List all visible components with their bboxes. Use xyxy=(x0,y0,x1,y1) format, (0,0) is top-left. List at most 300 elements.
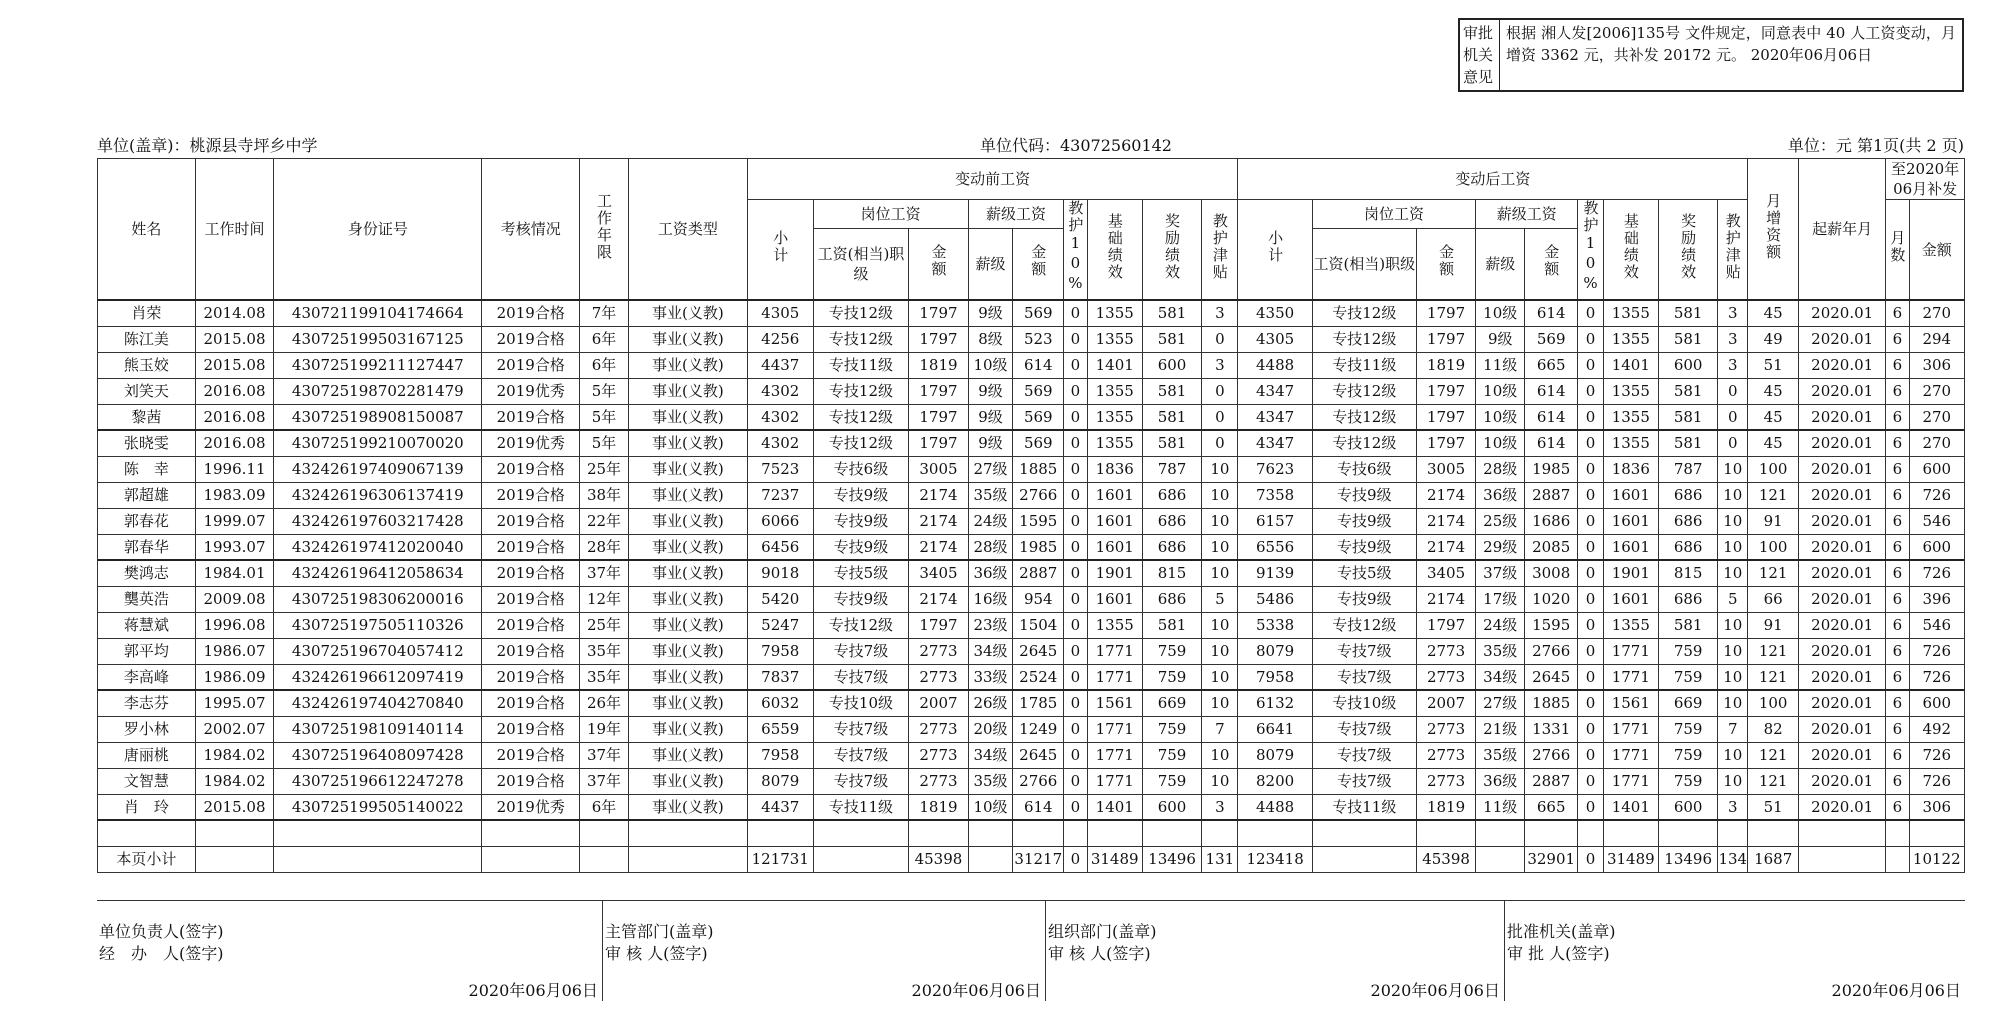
table-cell: 665 xyxy=(1525,794,1578,820)
hdr-after-edu-allow: 教护津贴 xyxy=(1718,200,1748,301)
table-cell: 6 xyxy=(1886,560,1909,586)
signature-date: 2020年06月06日 xyxy=(911,981,1041,1000)
table-cell: 6556 xyxy=(1238,534,1312,560)
table-cell: 1986.07 xyxy=(195,638,274,664)
table-cell: 4302 xyxy=(747,378,813,404)
table-cell: 0 xyxy=(1202,378,1238,404)
signature-line-1: 批准机关(盖章) xyxy=(1507,922,1616,941)
table-cell: 0 xyxy=(1578,586,1603,612)
table-cell: 7958 xyxy=(747,638,813,664)
table-cell: 专技12级 xyxy=(1312,326,1416,352)
table-cell: 6 xyxy=(1886,508,1909,534)
table-cell: 事业(义教) xyxy=(628,690,747,716)
table-cell: 专技9级 xyxy=(1312,534,1416,560)
table-row xyxy=(98,768,1965,794)
table-cell: 726 xyxy=(1909,664,1964,690)
table-cell: 本页小计 xyxy=(98,846,196,872)
table-cell: 0 xyxy=(1578,794,1603,820)
table-cell: 1797 xyxy=(909,326,968,352)
table-cell xyxy=(1578,820,1603,846)
table-cell: 2020.01 xyxy=(1799,378,1886,404)
hdr-id: 身份证号 xyxy=(274,159,482,301)
signature-block-approval xyxy=(1505,901,1965,1001)
table-cell: 546 xyxy=(1909,612,1964,638)
table-row xyxy=(98,560,1965,586)
table-cell: 2016.08 xyxy=(195,430,274,456)
table-cell: 2773 xyxy=(909,664,968,690)
table-cell: 5 xyxy=(1718,586,1748,612)
approval-text: 根据 湘人发[2006]135号 文件规定，同意表中 40 人工资变动，月增资 3362 元，共补发 20172 元。 2020年06月06日 xyxy=(1506,24,1956,64)
table-row xyxy=(98,612,1965,638)
table-cell: 815 xyxy=(1142,560,1201,586)
table-cell: 31217 xyxy=(1013,846,1064,872)
hdr-before-subtotal: 小计 xyxy=(747,200,813,301)
table-cell: 2766 xyxy=(1525,638,1578,664)
table-cell: 430725196612247278 xyxy=(274,768,482,794)
table-cell: 专技7级 xyxy=(1312,638,1416,664)
table-cell: 91 xyxy=(1748,612,1799,638)
table-cell: 李高峰 xyxy=(98,664,196,690)
table-cell: 4347 xyxy=(1238,430,1312,456)
table-cell: 2019合格 xyxy=(482,716,580,742)
table-cell: 0 xyxy=(1578,482,1603,508)
table-cell: 樊鸿志 xyxy=(98,560,196,586)
table-cell: 1797 xyxy=(909,612,968,638)
table-cell: 66 xyxy=(1748,586,1799,612)
table-cell: 2002.07 xyxy=(195,716,274,742)
table-row-subtotal xyxy=(98,846,1965,872)
table-cell: 专技6级 xyxy=(1312,456,1416,482)
table-cell: 2020.01 xyxy=(1799,612,1886,638)
table-cell: 787 xyxy=(1142,456,1201,482)
hdr-before-basic: 基础绩效 xyxy=(1087,200,1142,301)
table-cell: 430725199211127447 xyxy=(274,352,482,378)
table-cell: 665 xyxy=(1525,352,1578,378)
table-cell: 0 xyxy=(1578,404,1603,430)
table-cell: 2085 xyxy=(1525,534,1578,560)
table-cell xyxy=(1064,820,1087,846)
table-cell: 1771 xyxy=(1603,716,1658,742)
table-cell: 专技7级 xyxy=(1312,768,1416,794)
table-cell: 事业(义教) xyxy=(628,586,747,612)
table-cell: 事业(义教) xyxy=(628,716,747,742)
table-cell: 28年 xyxy=(580,534,629,560)
table-cell: 2019合格 xyxy=(482,300,580,326)
table-cell: 1355 xyxy=(1087,404,1142,430)
table-cell: 4488 xyxy=(1238,352,1312,378)
table-cell: 6132 xyxy=(1238,690,1312,716)
table-cell: 1996.11 xyxy=(195,456,274,482)
table-cell: 581 xyxy=(1142,612,1201,638)
table-cell xyxy=(1142,820,1201,846)
table-cell xyxy=(98,820,196,846)
table-cell: 0 xyxy=(1064,560,1087,586)
table-cell: 1355 xyxy=(1603,300,1658,326)
table-cell: 1601 xyxy=(1087,482,1142,508)
table-cell: 1601 xyxy=(1603,482,1658,508)
table-cell: 100 xyxy=(1748,456,1799,482)
table-cell: 6 xyxy=(1886,664,1909,690)
table-cell: 581 xyxy=(1142,378,1201,404)
table-cell: 陈江美 xyxy=(98,326,196,352)
table-cell: 1885 xyxy=(1013,456,1064,482)
table-cell: 1401 xyxy=(1603,794,1658,820)
table-cell: 2174 xyxy=(1416,508,1475,534)
table-cell: 10 xyxy=(1718,768,1748,794)
table-cell: 罗小林 xyxy=(98,716,196,742)
table-cell: 121 xyxy=(1748,560,1799,586)
table-row xyxy=(98,742,1965,768)
table-cell: 专技10级 xyxy=(813,690,909,716)
table-cell: 专技12级 xyxy=(813,612,909,638)
table-cell: 1901 xyxy=(1087,560,1142,586)
table-cell: 专技9级 xyxy=(1312,482,1416,508)
table-cell: 6 xyxy=(1886,742,1909,768)
table-cell: 0 xyxy=(1064,534,1087,560)
table-cell: 581 xyxy=(1658,378,1717,404)
table-cell: 10 xyxy=(1202,690,1238,716)
table-cell: 4347 xyxy=(1238,404,1312,430)
table-row xyxy=(98,690,1965,716)
signature-line-1: 组织部门(盖章) xyxy=(1048,922,1157,941)
table-cell: 2020.01 xyxy=(1799,534,1886,560)
table-cell: 0 xyxy=(1064,352,1087,378)
table-cell: 3 xyxy=(1718,794,1748,820)
table-cell: 2019合格 xyxy=(482,482,580,508)
table-cell: 2766 xyxy=(1013,768,1064,794)
table-cell: 294 xyxy=(1909,326,1964,352)
table-cell: 0 xyxy=(1064,716,1087,742)
table-row xyxy=(98,716,1965,742)
table-cell: 7523 xyxy=(747,456,813,482)
table-cell: 10级 xyxy=(1476,300,1525,326)
table-cell: 10级 xyxy=(1476,378,1525,404)
signature-line-2: 审 核 人(签字) xyxy=(605,944,708,963)
table-cell: 759 xyxy=(1142,742,1201,768)
table-cell: 2020.01 xyxy=(1799,352,1886,378)
table-cell: 954 xyxy=(1013,586,1064,612)
table-cell: 专技7级 xyxy=(813,716,909,742)
table-cell: 1996.08 xyxy=(195,612,274,638)
table-cell: 1797 xyxy=(909,378,968,404)
table-cell: 36级 xyxy=(968,560,1013,586)
table-cell: 2773 xyxy=(1416,638,1475,664)
table-cell: 2524 xyxy=(1013,664,1064,690)
table-cell: 759 xyxy=(1658,638,1717,664)
table-cell: 0 xyxy=(1578,768,1603,794)
hdr-after: 变动后工资 xyxy=(1238,159,1748,200)
table-cell: 2020.01 xyxy=(1799,690,1886,716)
table-cell xyxy=(628,846,747,872)
table-cell: 121731 xyxy=(747,846,813,872)
table-cell: 10 xyxy=(1718,456,1748,482)
table-cell: 10122 xyxy=(1909,846,1964,872)
table-cell: 35级 xyxy=(968,482,1013,508)
table-cell: 10 xyxy=(1202,482,1238,508)
table-cell xyxy=(1476,820,1525,846)
table-cell: 8200 xyxy=(1238,768,1312,794)
table-cell xyxy=(1416,820,1475,846)
table-cell: 2019合格 xyxy=(482,352,580,378)
table-cell: 32901 xyxy=(1525,846,1578,872)
hdr-before-level: 薪级 xyxy=(968,228,1013,300)
table-cell: 专技9级 xyxy=(813,482,909,508)
table-cell: 1797 xyxy=(1416,300,1475,326)
table-cell: 事业(义教) xyxy=(628,404,747,430)
table-cell: 3 xyxy=(1718,352,1748,378)
table-cell: 36级 xyxy=(1476,482,1525,508)
table-cell: 专技7级 xyxy=(813,768,909,794)
table-cell: 0 xyxy=(1578,742,1603,768)
table-cell: 26年 xyxy=(580,690,629,716)
table-cell: 1836 xyxy=(1603,456,1658,482)
table-cell: 1785 xyxy=(1013,690,1064,716)
table-cell: 35级 xyxy=(1476,638,1525,664)
table-cell: 2887 xyxy=(1525,482,1578,508)
table-cell: 2007 xyxy=(1416,690,1475,716)
table-cell: 1836 xyxy=(1087,456,1142,482)
table-cell: 1819 xyxy=(909,794,968,820)
table-cell: 11级 xyxy=(1476,352,1525,378)
table-cell: 28级 xyxy=(1476,456,1525,482)
table-cell: 686 xyxy=(1658,534,1717,560)
table-cell: 2020.01 xyxy=(1799,664,1886,690)
table-cell: 0 xyxy=(1202,404,1238,430)
table-cell: 7837 xyxy=(747,664,813,690)
table-cell: 1797 xyxy=(1416,430,1475,456)
table-cell xyxy=(1886,846,1909,872)
table-cell xyxy=(482,820,580,846)
table-cell: 10 xyxy=(1718,534,1748,560)
hdr-before-salary: 薪级工资 xyxy=(968,200,1064,229)
table-cell: 270 xyxy=(1909,378,1964,404)
table-cell: 546 xyxy=(1909,508,1964,534)
table-cell: 0 xyxy=(1064,482,1087,508)
table-cell xyxy=(1658,820,1717,846)
table-cell: 2020.01 xyxy=(1799,456,1886,482)
hdr-after-level: 薪级 xyxy=(1476,228,1525,300)
table-cell: 专技12级 xyxy=(813,300,909,326)
table-cell: 2020.01 xyxy=(1799,404,1886,430)
table-cell: 569 xyxy=(1013,404,1064,430)
table-cell: 2016.08 xyxy=(195,404,274,430)
table-cell: 37年 xyxy=(580,768,629,794)
table-cell xyxy=(968,846,1013,872)
table-cell: 3 xyxy=(1718,300,1748,326)
table-cell: 432426196612097419 xyxy=(274,664,482,690)
table-cell: 熊玉姣 xyxy=(98,352,196,378)
table-cell: 专技11级 xyxy=(1312,352,1416,378)
table-cell: 0 xyxy=(1718,430,1748,456)
table-cell: 1985 xyxy=(1013,534,1064,560)
table-cell: 759 xyxy=(1142,638,1201,664)
table-cell: 787 xyxy=(1658,456,1717,482)
table-cell: 6 xyxy=(1886,456,1909,482)
hdr-back-amount: 金额 xyxy=(1909,200,1964,301)
table-cell: 82 xyxy=(1748,716,1799,742)
table-cell: 0 xyxy=(1064,300,1087,326)
table-cell: 306 xyxy=(1909,352,1964,378)
table-cell: 6 xyxy=(1886,482,1909,508)
table-cell: 35年 xyxy=(580,638,629,664)
table-cell: 1797 xyxy=(1416,378,1475,404)
table-cell: 0 xyxy=(1064,794,1087,820)
table-cell: 1355 xyxy=(1603,326,1658,352)
signature-line-1: 单位负责人(签字) xyxy=(99,922,224,941)
table-cell xyxy=(909,820,968,846)
table-cell: 2019合格 xyxy=(482,534,580,560)
table-cell: 3 xyxy=(1202,794,1238,820)
hdr-after-basic: 基础绩效 xyxy=(1603,200,1658,301)
table-cell: 1504 xyxy=(1013,612,1064,638)
table-cell: 2773 xyxy=(909,716,968,742)
table-cell: 专技9级 xyxy=(1312,508,1416,534)
table-cell: 4488 xyxy=(1238,794,1312,820)
table-cell: 45398 xyxy=(1416,846,1475,872)
table-cell: 专技12级 xyxy=(813,430,909,456)
table-cell: 432426197409067139 xyxy=(274,456,482,482)
table-cell: 600 xyxy=(1142,352,1201,378)
table-cell: 6年 xyxy=(580,794,629,820)
table-cell: 569 xyxy=(1013,378,1064,404)
table-cell: 1561 xyxy=(1603,690,1658,716)
table-cell: 2887 xyxy=(1013,560,1064,586)
table-cell: 6 xyxy=(1886,586,1909,612)
table-cell: 36级 xyxy=(1476,768,1525,794)
table-cell xyxy=(747,820,813,846)
table-cell: 1797 xyxy=(909,430,968,456)
table-cell: 2015.08 xyxy=(195,326,274,352)
table-cell: 1993.07 xyxy=(195,534,274,560)
table-cell: 2019合格 xyxy=(482,612,580,638)
table-cell: 4305 xyxy=(747,300,813,326)
table-cell: 2766 xyxy=(1525,742,1578,768)
table-cell: 0 xyxy=(1064,768,1087,794)
table-cell: 726 xyxy=(1909,742,1964,768)
table-cell: 4305 xyxy=(1238,326,1312,352)
signature-area xyxy=(97,900,1965,1001)
table-cell: 6066 xyxy=(747,508,813,534)
table-cell: 35级 xyxy=(1476,742,1525,768)
table-cell: 581 xyxy=(1142,326,1201,352)
table-cell: 430725196408097428 xyxy=(274,742,482,768)
hdr-after-salary: 薪级工资 xyxy=(1476,200,1578,229)
table-cell: 0 xyxy=(1578,716,1603,742)
table-cell: 6 xyxy=(1886,404,1909,430)
table-cell: 2015.08 xyxy=(195,352,274,378)
table-cell: 614 xyxy=(1013,794,1064,820)
table-cell: 郭超雄 xyxy=(98,482,196,508)
table-cell: 5年 xyxy=(580,430,629,456)
hdr-before-post-title: 工资(相当)职级 xyxy=(813,228,909,300)
table-cell: 2020.01 xyxy=(1799,716,1886,742)
table-cell: 10 xyxy=(1202,768,1238,794)
table-cell: 2019优秀 xyxy=(482,378,580,404)
table-cell: 2015.08 xyxy=(195,794,274,820)
table-cell: 2174 xyxy=(1416,586,1475,612)
table-cell: 4437 xyxy=(747,352,813,378)
table-cell: 35年 xyxy=(580,664,629,690)
table-cell: 726 xyxy=(1909,560,1964,586)
table-cell xyxy=(1013,820,1064,846)
table-cell: 432426196306137419 xyxy=(274,482,482,508)
table-cell: 2020.01 xyxy=(1799,300,1886,326)
table-cell: 专技11级 xyxy=(1312,794,1416,820)
table-cell: 38年 xyxy=(580,482,629,508)
table-cell: 686 xyxy=(1658,508,1717,534)
signature-line-2: 审 批 人(签字) xyxy=(1507,944,1610,963)
table-cell: 2019优秀 xyxy=(482,794,580,820)
table-cell xyxy=(1909,820,1964,846)
table-cell: 523 xyxy=(1013,326,1064,352)
table-cell: 陈 幸 xyxy=(98,456,196,482)
table-row xyxy=(98,404,1965,430)
table-cell: 0 xyxy=(1718,404,1748,430)
table-cell: 1984.02 xyxy=(195,768,274,794)
table-cell: 600 xyxy=(1658,352,1717,378)
table-cell xyxy=(1799,846,1886,872)
table-cell: 1686 xyxy=(1525,508,1578,534)
table-cell: 6 xyxy=(1886,378,1909,404)
table-cell: 759 xyxy=(1142,768,1201,794)
table-cell: 8级 xyxy=(968,326,1013,352)
table-cell: 事业(义教) xyxy=(628,326,747,352)
table-cell: 1985 xyxy=(1525,456,1578,482)
table-cell: 4302 xyxy=(747,404,813,430)
table-cell: 686 xyxy=(1142,586,1201,612)
table-cell: 0 xyxy=(1064,586,1087,612)
table-cell: 2174 xyxy=(1416,482,1475,508)
table-cell xyxy=(195,820,274,846)
table-cell xyxy=(1238,820,1312,846)
table-cell: 3 xyxy=(1718,326,1748,352)
table-cell: 0 xyxy=(1064,846,1087,872)
table-cell: 5年 xyxy=(580,404,629,430)
table-cell: 2007 xyxy=(909,690,968,716)
table-cell: 事业(义教) xyxy=(628,742,747,768)
table-cell: 1771 xyxy=(1603,768,1658,794)
table-cell: 郭平均 xyxy=(98,638,196,664)
table-cell: 龑英浩 xyxy=(98,586,196,612)
table-cell: 10 xyxy=(1202,456,1238,482)
table-cell: 专技7级 xyxy=(813,664,909,690)
table-cell: 0 xyxy=(1578,508,1603,534)
table-row xyxy=(98,456,1965,482)
table-cell: 1401 xyxy=(1087,794,1142,820)
table-cell: 9级 xyxy=(968,430,1013,456)
table-cell: 1999.07 xyxy=(195,508,274,534)
table-cell: 张晓雯 xyxy=(98,430,196,456)
table-cell: 6年 xyxy=(580,326,629,352)
table-cell: 10 xyxy=(1202,534,1238,560)
table-cell: 3 xyxy=(1202,300,1238,326)
table-cell: 581 xyxy=(1658,612,1717,638)
table-cell: 10 xyxy=(1718,638,1748,664)
table-cell: 686 xyxy=(1142,534,1201,560)
table-cell: 事业(义教) xyxy=(628,664,747,690)
table-cell: 17级 xyxy=(1476,586,1525,612)
table-cell: 专技12级 xyxy=(1312,430,1416,456)
table-cell: 10 xyxy=(1718,742,1748,768)
table-cell: 270 xyxy=(1909,404,1964,430)
table-cell: 7年 xyxy=(580,300,629,326)
table-cell: 27级 xyxy=(968,456,1013,482)
table-cell: 1885 xyxy=(1525,690,1578,716)
table-cell: 1249 xyxy=(1013,716,1064,742)
table-cell: 7 xyxy=(1718,716,1748,742)
table-cell: 10级 xyxy=(1476,404,1525,430)
table-cell: 事业(义教) xyxy=(628,456,747,482)
